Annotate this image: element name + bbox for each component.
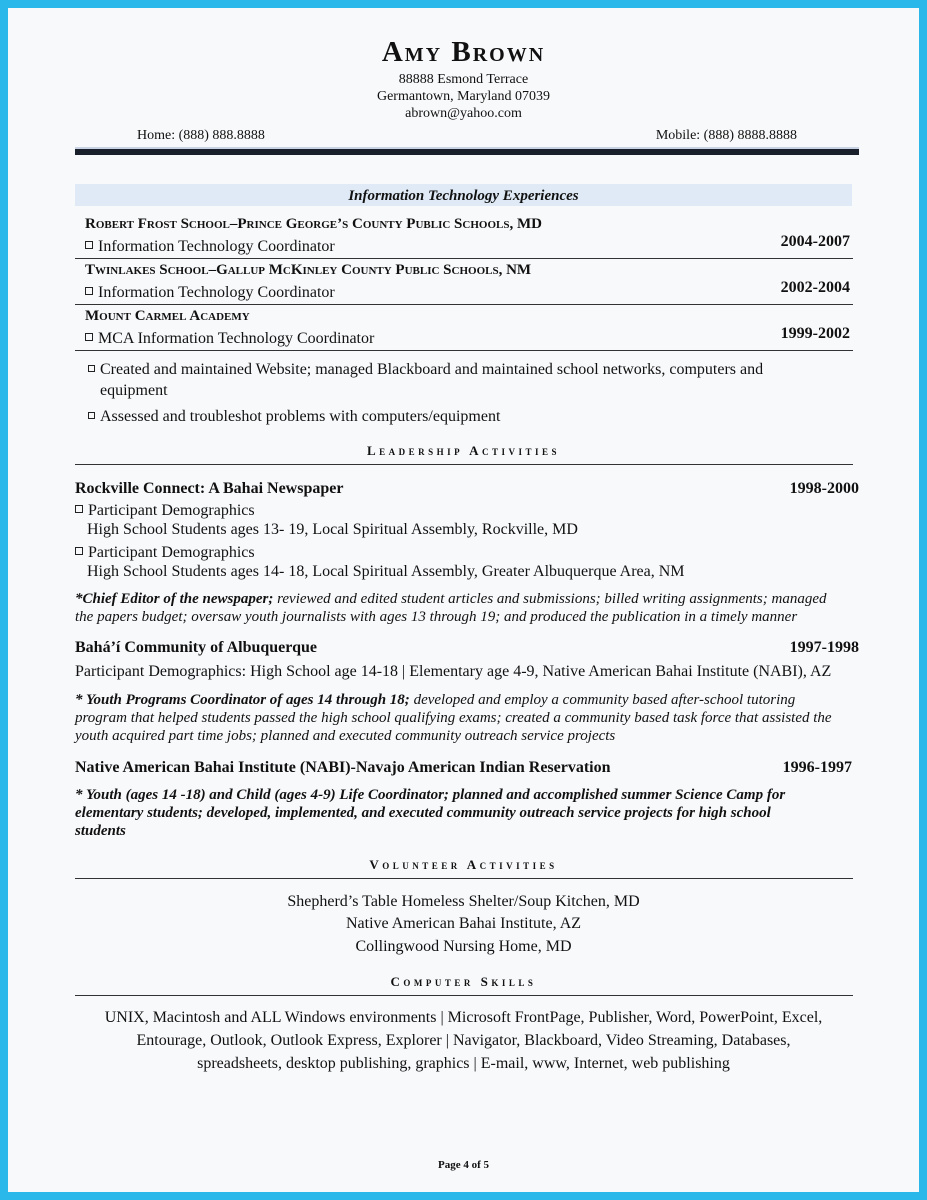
address-line-2: Germantown, Maryland 07039: [376, 89, 551, 104]
job-dates: 1999-2002: [780, 325, 850, 342]
activity-dates: 1996-1997: [782, 759, 852, 776]
activity-item-text: Participant Demographics: [88, 544, 255, 561]
divider: [75, 304, 853, 305]
activity-description-text: reviewed and edited student articles and submissions; billed writing assignments; managed: [273, 591, 827, 607]
header-divider: [75, 147, 859, 155]
it-bullet-text: Assessed and troubleshot problems with computers/equipment: [100, 408, 501, 425]
activity-description-line: students: [75, 823, 126, 839]
bullet-square-icon: [75, 547, 83, 555]
activity-item-text: Participant Demographics: [88, 502, 255, 519]
job-dates: 2004-2007: [780, 233, 850, 250]
activity-role: *Chief Editor of the newspaper;: [75, 591, 274, 607]
job-org: Twinlakes School–Gallup McKinley County Public Schools, NM: [85, 262, 532, 278]
it-bullet-text: Created and maintained Website; managed Blackboard and maintained school networks, computers and: [100, 361, 764, 378]
it-bullet: [88, 408, 500, 426]
activity-description: [75, 590, 827, 608]
activity-description-line: elementary students; developed, implemented, and executed community outreach service projects for high school: [75, 805, 771, 821]
volunteer-item: Native American Bahai Institute, AZ: [345, 915, 582, 932]
divider: [75, 350, 853, 351]
job-role-text: MCA Information Technology Coordinator: [98, 330, 375, 347]
skills-title: Computer Skills: [390, 974, 537, 989]
job-org: Robert Frost School–Prince George’s County Public Schools, MD: [85, 216, 542, 232]
activity-org: Native American Bahai Institute (NABI)-Navajo American Indian Reservation: [75, 759, 611, 776]
bullet-square-icon: [88, 412, 95, 419]
skills-line: spreadsheets, desktop publishing, graphics | E-mail, www, Internet, web publishing: [197, 1055, 730, 1072]
skills-line: Entourage, Outlook, Outlook Express, Explorer | Navigator, Blackboard, Video Streaming, Databases,: [136, 1032, 791, 1049]
activity-role: * Youth Programs Coordinator of ages 14 through 18;: [75, 692, 410, 708]
divider: [75, 258, 853, 259]
it-bullet: [88, 361, 763, 379]
email: abrown@yahoo.com: [405, 106, 522, 121]
job-role: [85, 238, 335, 256]
bullet-square-icon: [88, 365, 95, 372]
volunteer-item: Collingwood Nursing Home, MD: [355, 938, 572, 955]
activity-description: [75, 691, 795, 709]
mobile-phone: Mobile: (888) 8888.8888: [655, 128, 797, 143]
job-role-text: Information Technology Coordinator: [98, 284, 335, 301]
it-section-title: Information Technology Experiences: [348, 188, 579, 204]
job-role: [85, 284, 335, 302]
activity-org: Rockville Connect: A Bahai Newspaper: [75, 480, 344, 497]
activity-dates: 1998-2000: [789, 480, 859, 497]
bullet-square-icon: [85, 333, 93, 341]
address-line-1: 88888 Esmond Terrace: [398, 72, 529, 87]
divider: [75, 878, 853, 879]
applicant-name: Amy Brown: [381, 36, 546, 68]
volunteer-title: Volunteer Activities: [369, 857, 558, 872]
volunteer-item: Shepherd’s Table Homeless Shelter/Soup Kitchen, MD: [287, 893, 640, 910]
job-role: [85, 330, 374, 348]
activity-description-line: program that helped students passed the high school qualifying exams; created a community based task force that assisted the: [75, 710, 832, 726]
skills-line: UNIX, Macintosh and ALL Windows environments | Microsoft FrontPage, Publisher, Word, PowerPoint, Excel,: [104, 1009, 823, 1026]
activity-description-line: the papers budget; oversaw youth journalists with ages 13 through 19; and produced the publication in a timely manner: [75, 609, 798, 625]
divider: [75, 464, 853, 465]
activity-dates: 1997-1998: [789, 639, 859, 656]
activity-org: Bahá’í Community of Albuquerque: [75, 639, 317, 656]
activity-item: [75, 502, 255, 520]
activity-description-line: youth acquired part time jobs; planned and executed community outreach service projects: [75, 728, 616, 744]
activity-demographics: Participant Demographics: High School age 14-18 | Elementary age 4-9, Native American Bahai Institute (NABI), AZ: [75, 663, 832, 680]
activity-item-detail: High School Students ages 14- 18, Local Spiritual Assembly, Greater Albuquerque Area, NM: [87, 563, 685, 580]
bullet-square-icon: [85, 241, 93, 249]
bullet-square-icon: [85, 287, 93, 295]
job-role-text: Information Technology Coordinator: [98, 238, 335, 255]
job-org: Mount Carmel Academy: [85, 308, 250, 324]
bullet-square-icon: [75, 505, 83, 513]
activity-item: [75, 544, 255, 562]
leadership-title: Leadership Activities: [366, 443, 561, 458]
divider: [75, 995, 853, 996]
home-phone: Home: (888) 888.8888: [137, 128, 265, 143]
activity-description-line: * Youth (ages 14 -18) and Child (ages 4-9) Life Coordinator; planned and accomplished summer Science Camp for: [75, 787, 786, 803]
job-dates: 2002-2004: [780, 279, 850, 296]
activity-description-text: developed and employ a community based after-school tutoring: [409, 692, 796, 708]
page-number: Page 4 of 5: [437, 1159, 489, 1171]
activity-item-detail: High School Students ages 13- 19, Local Spiritual Assembly, Rockville, MD: [87, 521, 578, 538]
it-bullet-continued: equipment: [100, 382, 168, 399]
